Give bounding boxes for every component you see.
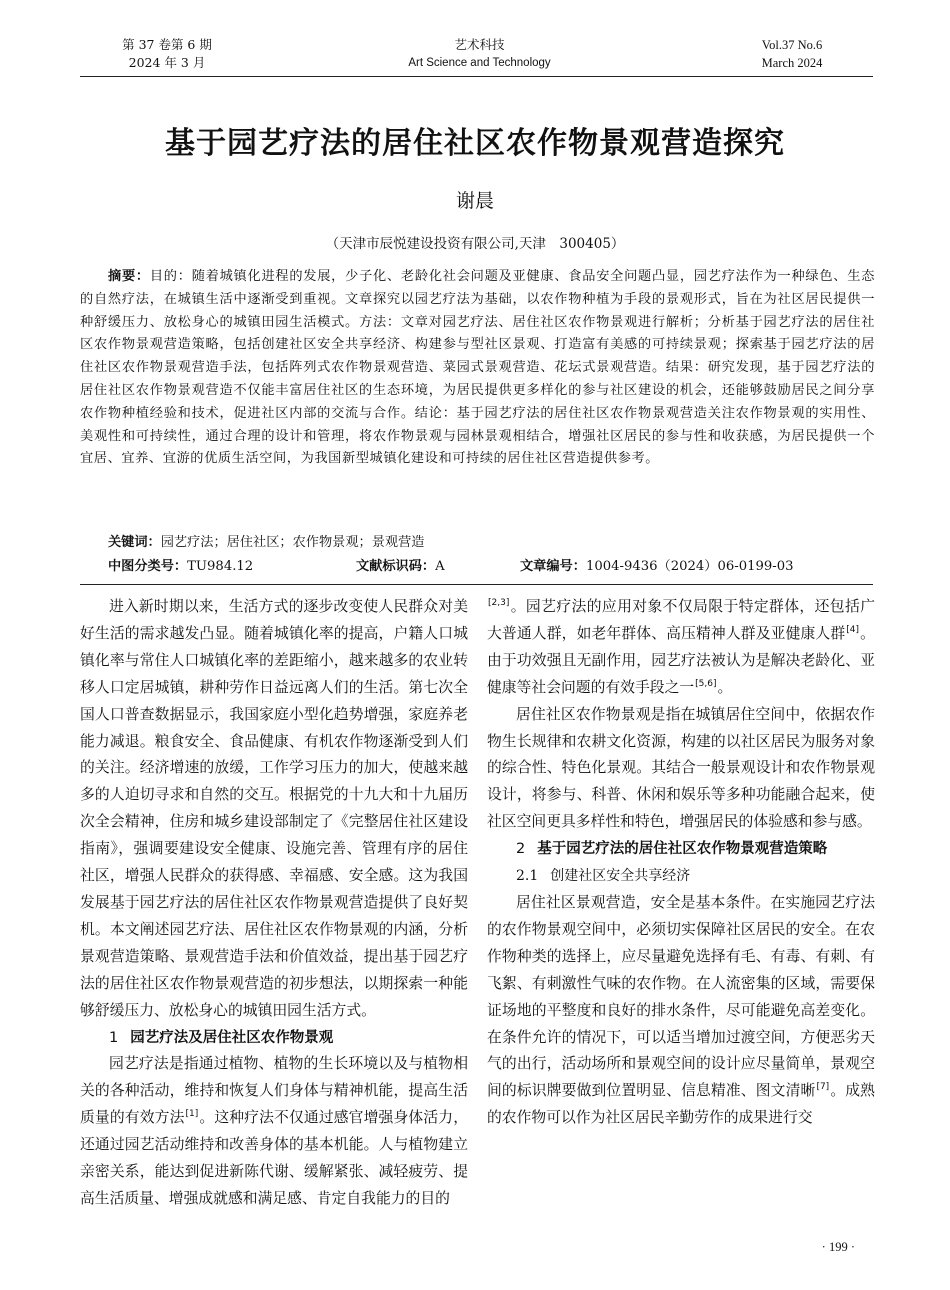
body-column-right: [487, 594, 875, 1132]
section-2-heading: [487, 836, 875, 863]
header-rule: [80, 76, 873, 77]
clc-number: [108, 556, 253, 578]
doc-value: A: [435, 559, 445, 574]
section-1-text-d: 。由于功效强且无副作用，园艺疗法被认为是解决老龄化、亚健康等社会问题的有效手段之一: [487, 624, 875, 696]
clc-value: TU984.12: [187, 559, 254, 574]
section-1-heading: [80, 1025, 468, 1052]
section-1-text-c: 。园艺疗法的应用对象不仅局限于特定群体，还包括广大普通人群，如老年群体、高压精神人群及亚健康人群: [487, 598, 875, 642]
abstract-label: 摘要：: [108, 269, 150, 284]
section-2-1-heading: [487, 863, 875, 890]
section-2-1-text-b: 。成熟的农作物可以作为社区居民辛勤劳作的成果进行交: [487, 1082, 875, 1127]
author-name: 谢晨: [455, 190, 494, 212]
doc-label: 文献标识码：: [356, 559, 436, 574]
section-1-text-a: 园艺疗法是指通过植物、植物的生长环境以及与植物相关的各种活动，维持和恢复人们身体与精神机能，提高生活质量的有效方法: [80, 1055, 468, 1127]
classification-line: [108, 556, 868, 578]
section-2-1-paragraph: [487, 890, 875, 1132]
keywords-label: 关键词：: [108, 535, 161, 550]
article-number: [520, 556, 794, 578]
author-affiliation: （天津市辰悦建设投资有限公司,天津 300405）: [325, 236, 625, 252]
abstract-rule: [80, 584, 873, 585]
volume-issue-en: Vol.37 No.6: [761, 38, 823, 52]
body-column-left: [80, 594, 468, 1213]
clc-label: 中图分类号：: [108, 559, 188, 574]
publication-date-en: March 2024: [761, 56, 823, 70]
citation-1[interactable]: [1]: [185, 1109, 199, 1120]
citation-3[interactable]: [4]: [846, 624, 860, 635]
page-number: · 199 ·: [821, 1240, 855, 1254]
section-1-paragraph-1: [80, 1051, 468, 1212]
keywords: [108, 532, 868, 554]
article-label: 文章编号：: [520, 559, 586, 574]
citation-5[interactable]: [7]: [816, 1082, 830, 1093]
section-2-1-text-a: 居住社区景观营造，安全是基本条件。在实施园艺疗法的农作物景观空间中，必须切实保障社区居民的安全。在农作物种类的选择上，应尽量避免选择有毛、有毒、有刺、有飞絮、有刺激性气味的农作物。在人流密集的区域，需要保证场地的平整度和良好的排水条件，尽可能避免高差变化。在条件允许的情况下，可以适当增加过渡空间，方便恶劣天气的出行，活动场所和景观空间的设计应尽量简单，景观空间的标识牌要做到位置明显、信息精准、图文清晰: [487, 893, 875, 1100]
section-1-number: 1: [109, 1029, 119, 1046]
document-code: [356, 556, 445, 578]
article-value: 1004-9436（2024）06-0199-03: [585, 559, 794, 574]
section-1-title: 园艺疗法及居住社区农作物景观: [130, 1029, 334, 1046]
intro-paragraph: 进入新时期以来，生活方式的逐步改变使人民群众对美好生活的需求越发凸显。随着城镇化率的提高，户籍人口城镇化率与常住人口城镇化率的差距缩小，越来越多的农业转移人口定居城镇，耕种劳作日益远离人们的生活。第七次全国人口普查数据显示，我国家庭小型化趋势增强，家庭养老能力减退。粮食安全、食品健康、有机农作物逐渐受到人们的关注。经济增速的放缓，工作学习压力的加大，使越来越多的人迫切寻求和自然的交互。根据党的十九大和十九届历次全会精神，住房和城乡建设部制定了《完整居住社区建设指南》，强调要建设安全健康、设施完善、管理有序的居住社区，增强人民群众的获得感、幸福感、安全感。这为我国发展基于园艺疗法的居住社区农作物景观营造提供了良好契机。本文阐述园艺疗法、居住社区农作物景观的内涵，分析景观营造策略、景观营造手法和价值效益，提出基于园艺疗法的居住社区农作物景观营造的初步想法，以期探索一种能够舒缓压力、放松身心的城镇田园生活方式。: [80, 598, 468, 1019]
volume-issue: 第 37 卷第 6 期: [122, 37, 212, 52]
publication-date: 2024 年 3 月: [128, 55, 206, 70]
section-2-title: 基于园艺疗法的居住社区农作物景观营造策略: [537, 841, 828, 858]
section-1-text-b: 。这种疗法不仅通过感官增强身体活力，还通过园艺活动维持和改善身体的基本机能。人与植物建立亲密关系，能达到促进新陈代谢、缓解紧张、减轻疲劳、提高生活质量、增强成就感和满足感、肯定自我能力的目的: [80, 1109, 468, 1207]
section-2-number: 2: [516, 841, 526, 858]
journal-name-cn: 艺术科技: [454, 37, 505, 52]
journal-name-en: Art Science and Technology: [408, 57, 551, 69]
section-2-1-title: 创建社区安全共享经济: [550, 868, 691, 885]
section-1-text-e: 。: [717, 678, 733, 696]
abstract: [80, 266, 875, 471]
section-2-1-number: 2.1: [516, 868, 539, 885]
running-head: [112, 36, 847, 76]
section-1-paragraph-2: 居住社区农作物景观是指在城镇居住空间中，依据农作物生长规律和农耕文化资源，构建的以社区居民为服务对象的综合性、特色化景观。其结合一般景观设计和农作物景观设计，将参与、科普、休闲和娱乐等多种功能融合起来，使社区空间更具多样性和特色，增强居民的体验感和参与感。: [487, 705, 875, 831]
citation-2[interactable]: [2,3]: [488, 598, 510, 608]
journal-volume-info-en: [737, 36, 847, 72]
section-1-paragraph-1-cont: [487, 594, 875, 702]
article-title: 基于园艺疗法的居住社区农作物景观营造探究: [165, 126, 785, 161]
abstract-text: 目的：随着城镇化进程的发展，少子化、老龄化社会问题及亚健康、食品安全问题凸显，园艺疗法作为一种绿色、生态的自然疗法，在城镇生活中逐渐受到重视。文章探究以园艺疗法为基础，以农作物种植为手段的景观形式，旨在为社区居民提供一种舒缓压力、放松身心的城镇田园生活模式。方法：文章对园艺疗法、居住社区农作物景观进行解析；分析基于园艺疗法的居住社区农作物景观营造策略，包括创建社区安全共享经济、构建参与型社区景观、打造富有美感的可持续景观；探索基于园艺疗法的居住社区农作物景观营造手法，包括阵列式农作物景观营造、菜园式景观营造、花坛式景观营造。结果：研究发现，基于园艺疗法的居住社区农作物景观营造不仅能丰富居住社区的生态环境，为居民提供更多样化的参与社区建设的机会，还能够鼓励居民之间分享农作物种植经验和技术，促进社区内部的交流与合作。结论：基于园艺疗法的居住社区农作物景观营造关注农作物景观的实用性、美观性和可持续性，通过合理的设计和管理，将农作物景观与园林景观相结合，增强社区居民的参与性和收获感，为居民提供一个宜居、宜养、宜游的优质生活空间，为我国新型城镇化建设和可持续的居住社区营造提供参考。: [80, 269, 875, 467]
citation-4[interactable]: [5,6]: [695, 678, 717, 689]
keywords-text: 园艺疗法；居住社区；农作物景观；景观营造: [160, 535, 425, 550]
